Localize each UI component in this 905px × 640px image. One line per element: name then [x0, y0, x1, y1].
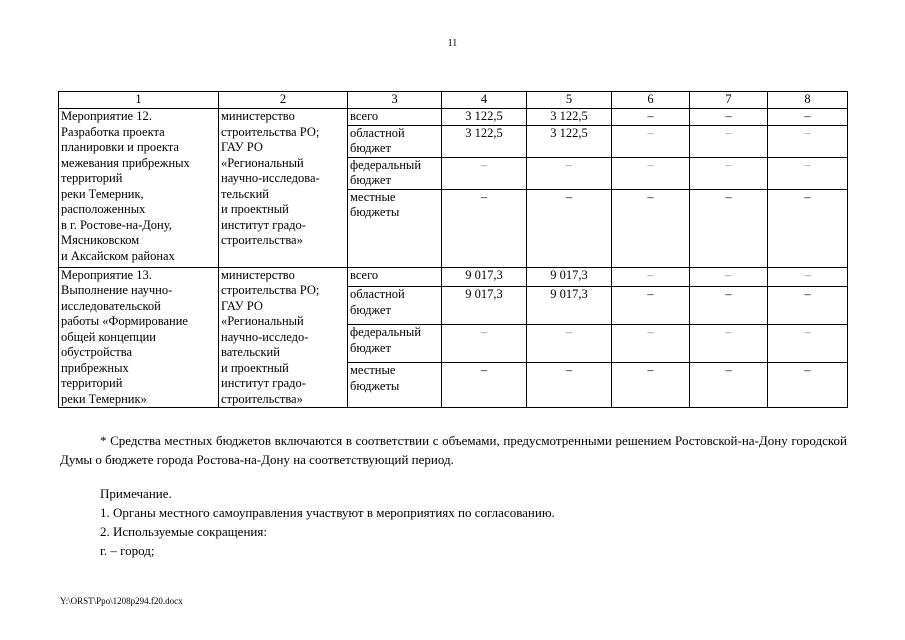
value-cell: – — [768, 287, 848, 325]
value-cell: 3 122,5 — [442, 125, 527, 157]
column-header: 7 — [690, 92, 768, 109]
value-cell: – — [690, 267, 768, 287]
budget-table — [58, 91, 848, 408]
column-header: 4 — [442, 92, 527, 109]
page-number: 11 — [447, 38, 458, 49]
value-cell: – — [442, 189, 527, 267]
funding-source-cell: федеральный бюджет — [348, 157, 442, 189]
value-cell: – — [690, 363, 768, 408]
column-header: 6 — [612, 92, 690, 109]
value-cell: – — [442, 363, 527, 408]
executor-cell: министерство строительства РО; ГАУ РО «Региональный научно-исследо- вательский и проектный институт градо- строительства» — [219, 267, 348, 408]
value-cell: – — [768, 267, 848, 287]
value-cell: – — [612, 267, 690, 287]
column-header: 2 — [219, 92, 348, 109]
column-header: 1 — [59, 92, 219, 109]
funding-source-cell: всего — [348, 267, 442, 287]
measure-name-cell: Мероприятие 12. Разработка проекта планировки и проекта межевания прибрежных территорий реки Темерник, расположенных в г. Ростове-на-Дону, Мясниковском и Аксайском районах — [59, 109, 219, 268]
value-cell: – — [690, 325, 768, 363]
value-cell: – — [690, 157, 768, 189]
value-cell: – — [612, 157, 690, 189]
funding-source-cell: областной бюджет — [348, 125, 442, 157]
value-cell: – — [527, 363, 612, 408]
table-header-row — [59, 92, 848, 109]
table-row — [59, 109, 848, 126]
value-cell: 9 017,3 — [527, 267, 612, 287]
note-item: г. – город; — [100, 543, 155, 558]
value-cell: 3 122,5 — [442, 109, 527, 126]
funding-source-cell: федеральный бюджет — [348, 325, 442, 363]
value-cell: – — [768, 325, 848, 363]
value-cell: – — [690, 189, 768, 267]
value-cell: – — [442, 157, 527, 189]
funding-source-cell: местные бюджеты — [348, 189, 442, 267]
table-row — [59, 267, 848, 287]
note-item: 2. Используемые сокращения: — [100, 524, 267, 539]
value-cell: – — [527, 189, 612, 267]
value-cell: – — [768, 125, 848, 157]
value-cell: – — [768, 363, 848, 408]
value-cell: – — [768, 189, 848, 267]
value-cell: – — [527, 157, 612, 189]
value-cell: – — [690, 287, 768, 325]
column-header: 8 — [768, 92, 848, 109]
value-cell: 9 017,3 — [442, 287, 527, 325]
funding-source-cell: областной бюджет — [348, 287, 442, 325]
funding-source-cell: местные бюджеты — [348, 363, 442, 408]
value-cell: – — [442, 325, 527, 363]
value-cell: – — [612, 125, 690, 157]
footnote: * Средства местных бюджетов включаются в соответствии с объемами, предусмотренными решением Ростовской-на-Дону городской Думы о бюджете города Ростова-на-Дону на соответствующий период. — [60, 433, 847, 467]
file-path: Y:\ORST\Ppo\1208p294.f20.docx — [60, 596, 183, 606]
value-cell: – — [612, 109, 690, 126]
value-cell: 3 122,5 — [527, 125, 612, 157]
executor-cell: министерство строительства РО; ГАУ РО «Региональный научно-исследова- тельский и проектный институт градо- строительства» — [219, 109, 348, 268]
note-item: 1. Органы местного самоуправления участвуют в мероприятиях по согласованию. — [100, 505, 555, 520]
value-cell: – — [612, 325, 690, 363]
value-cell: – — [690, 109, 768, 126]
column-header: 3 — [348, 92, 442, 109]
value-cell: – — [612, 287, 690, 325]
value-cell: – — [612, 363, 690, 408]
value-cell: – — [690, 125, 768, 157]
value-cell: 9 017,3 — [442, 267, 527, 287]
measure-name-cell: Мероприятие 13. Выполнение научно- исследовательской работы «Формирование общей концепции обустройства прибрежных территорий реки Темерник» — [59, 267, 219, 408]
value-cell: – — [768, 109, 848, 126]
value-cell: – — [768, 157, 848, 189]
notes-title: Примечание. — [100, 486, 172, 501]
column-header: 5 — [527, 92, 612, 109]
value-cell: – — [527, 325, 612, 363]
value-cell: – — [612, 189, 690, 267]
value-cell: 3 122,5 — [527, 109, 612, 126]
value-cell: 9 017,3 — [527, 287, 612, 325]
funding-source-cell: всего — [348, 109, 442, 126]
notes-block — [100, 484, 555, 560]
